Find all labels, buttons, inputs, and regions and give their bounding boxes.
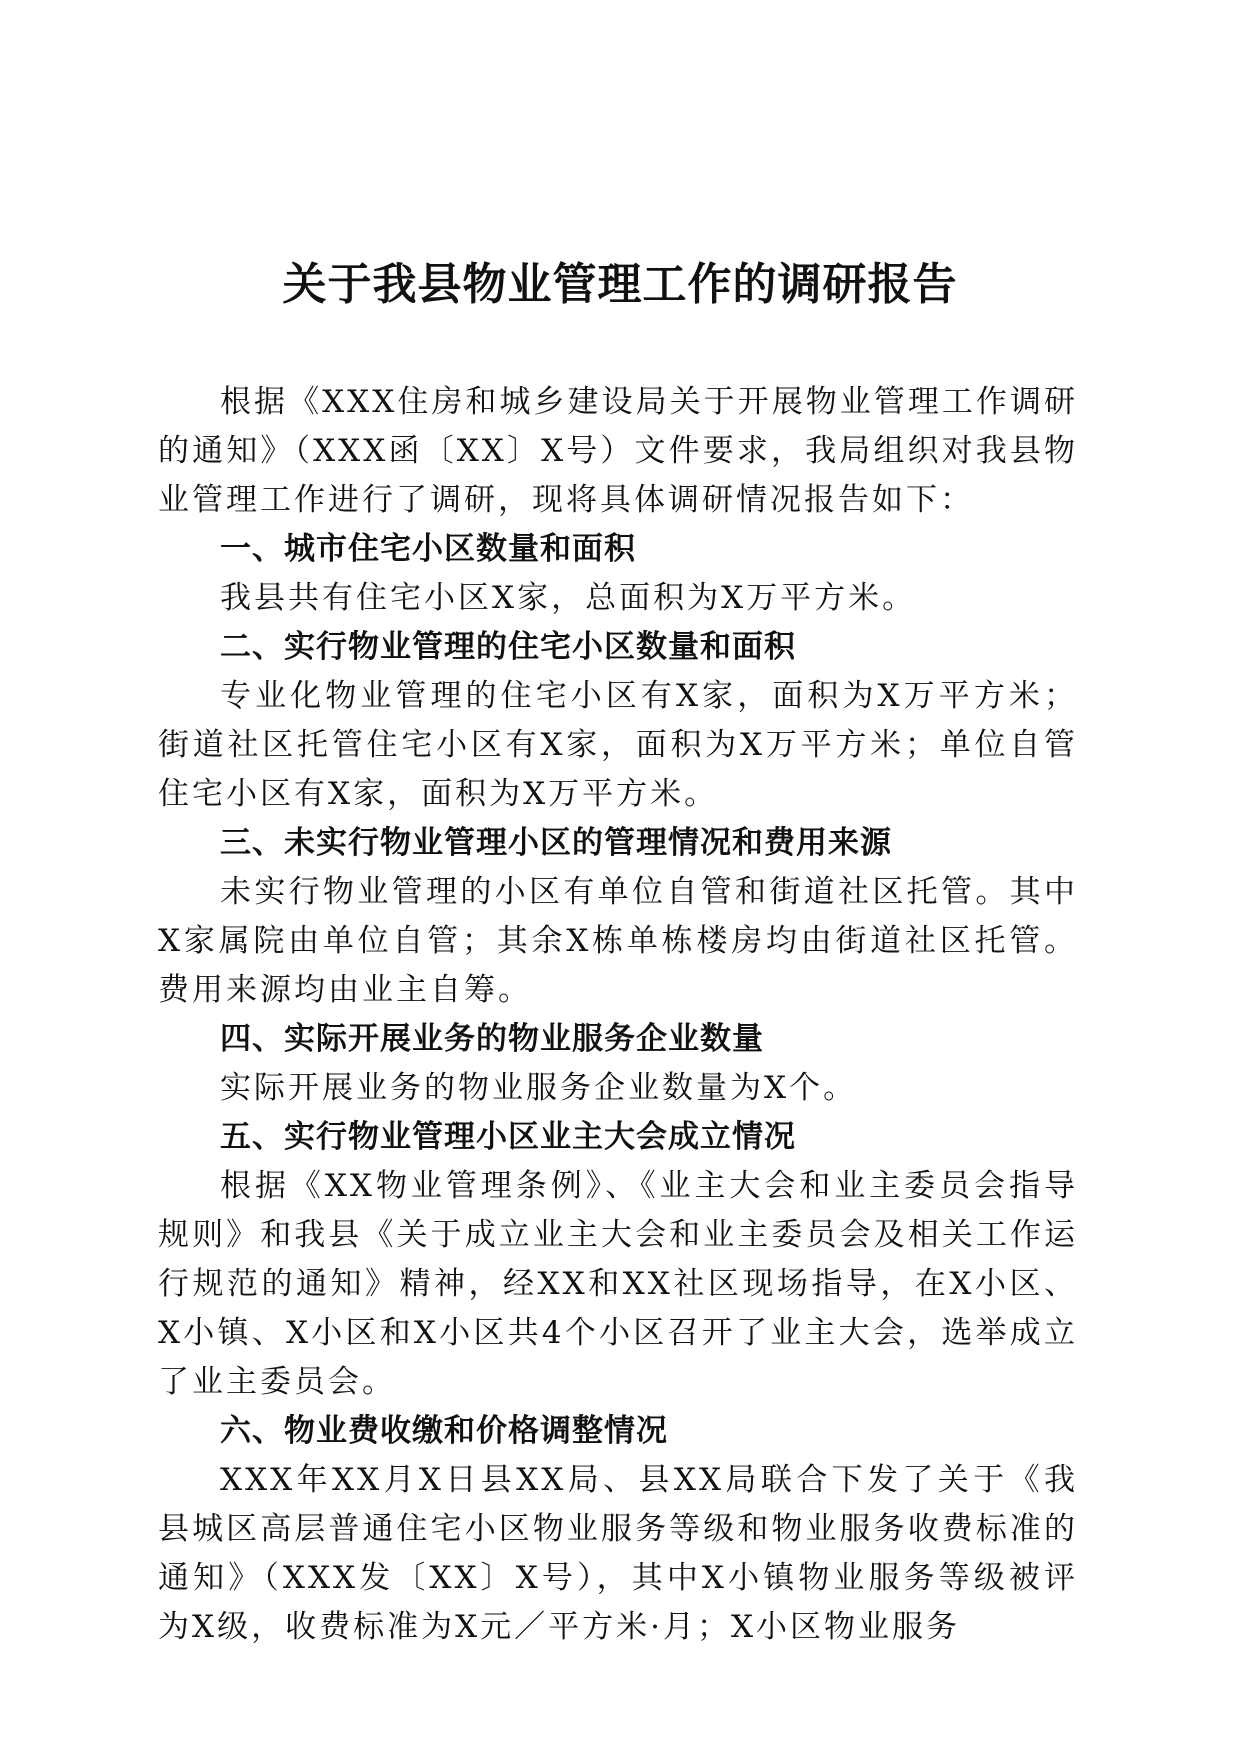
section-text-3: 未实行物业管理的小区有单位自管和街道社区托管。其中X家属院由单位自管；其余X栋单栋楼房均由街道社区托管。费用来源均由业主自筹。 (158, 874, 1078, 1008)
section-text-1: 我县共有住宅小区X家，总面积为X万平方米。 (220, 580, 917, 616)
section-heading-5: 五、实行物业管理小区业主大会成立情况 (220, 1119, 796, 1155)
section-heading-1: 一、城市住宅小区数量和面积 (220, 531, 636, 567)
section-heading-6: 六、物业费收缴和价格调整情况 (220, 1413, 668, 1449)
section-text-4: 实际开展业务的物业服务企业数量为X个。 (220, 1070, 858, 1106)
section-heading-3: 三、未实行物业管理小区的管理情况和费用来源 (220, 825, 892, 861)
section-heading-2: 二、实行物业管理的住宅小区数量和面积 (220, 629, 796, 665)
document-title: 关于我县物业管理工作的调研报告 (282, 259, 958, 310)
section-text-6: XXX年XX月X日县XX局、县XX局联合下发了关于《我县城区高层普通住宅小区物业服务等级和物业服务收费标准的通知》（XXX发〔XX〕X号），其中X小镇物业服务等级被评为X级，收费标准为X元／平方米·月；X小区物业服务 (158, 1462, 1078, 1645)
intro-paragraph: 根据《XXX住房和城乡建设局关于开展物业管理工作调研的通知》（XXX函〔XX〕X号）文件要求，我局组织对我县物业管理工作进行了调研，现将具体调研情况报告如下： (158, 384, 1078, 518)
section-heading-4: 四、实际开展业务的物业服务企业数量 (220, 1021, 764, 1057)
document-body (158, 378, 1078, 1652)
section-text-2: 专业化物业管理的住宅小区有X家，面积为X万平方米；街道社区托管住宅小区有X家，面积为X万平方米；单位自管住宅小区有X家，面积为X万平方米。 (158, 678, 1078, 812)
section-text-5: 根据《XX物业管理条例》、《业主大会和业主委员会指导规则》和我县《关于成立业主大会和业主委员会及相关工作运行规范的通知》精神，经XX和XX社区现场指导，在X小区、X小镇、X小区和X小区共4个小区召开了业主大会，选举成立了业主委员会。 (158, 1168, 1078, 1400)
